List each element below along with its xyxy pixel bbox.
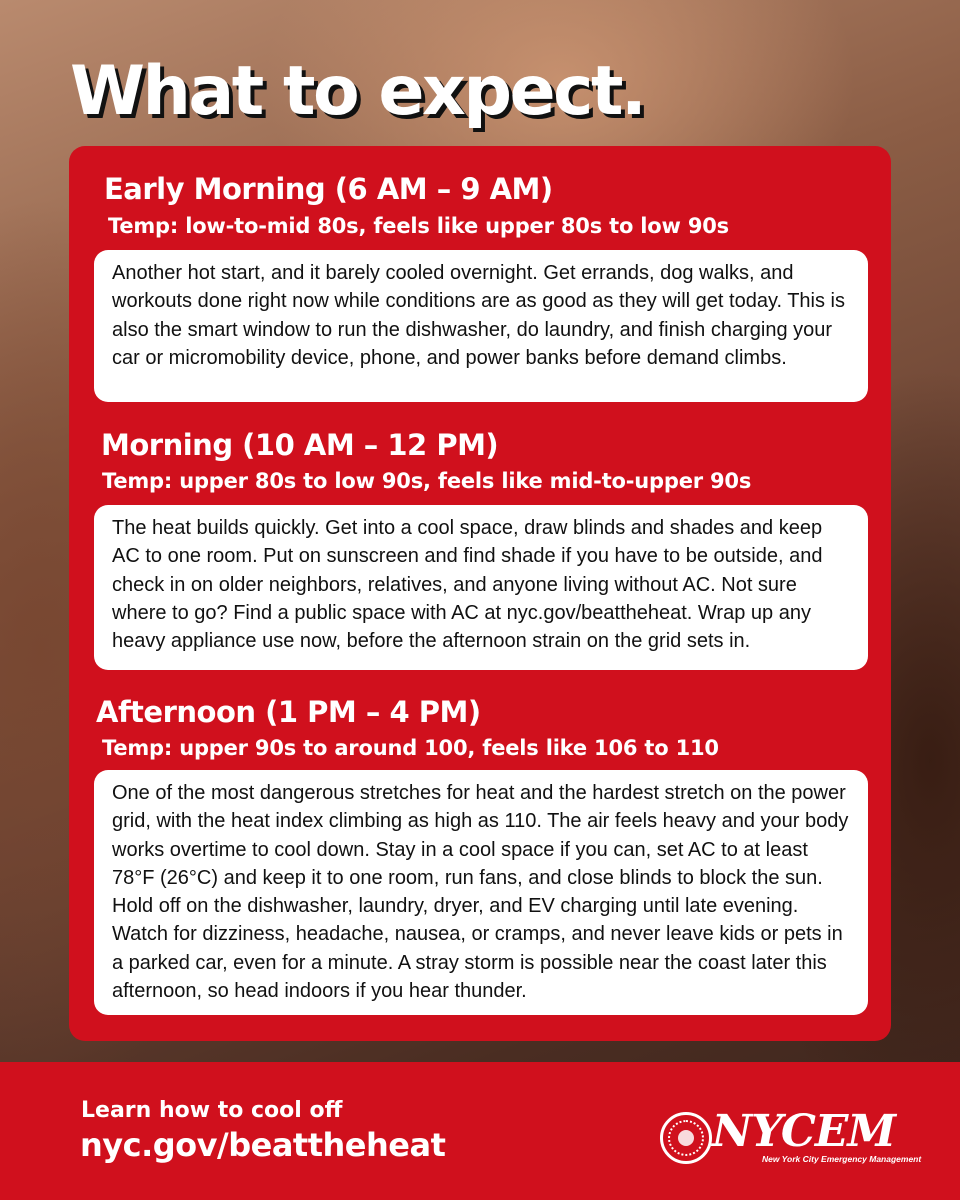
section-title-morning: Morning (10 AM – 12 PM) [101,428,499,462]
page-headline: What to expect. [70,52,645,131]
beat-the-heat-link[interactable]: nyc.gov/beattheheat [80,1126,446,1164]
footer-banner [0,1062,960,1200]
section-temp-early-morning: Temp: low-to-mid 80s, feels like upper 80s to low 90s [108,214,729,238]
logo-wordmark: NYCEM [712,1106,896,1157]
section-text-morning: The heat builds quickly. Get into a cool space, draw blinds and shades and keep AC to one room. Put on sunscreen and find shade if you have to be outside, and check in on older neighbors, relatives, and anyone living without AC. Not sure where to go? Find a public space with AC at nyc.gov/beattheheat. Wrap up any heavy appliance use now, before the afternoon strain on the grid sets in. [112,517,823,653]
nycem-logo [660,1106,922,1172]
section-body-morning [94,505,868,670]
section-title-afternoon: Afternoon (1 PM – 4 PM) [96,695,481,729]
logo-subtitle: New York City Emergency Management [762,1154,922,1164]
learn-text: Learn how to cool off [81,1098,343,1123]
section-text-early-morning: Another hot start, and it barely cooled overnight. Get errands, dog walks, and workouts done right now while conditions are as good as they will get today. This is also the smart window to run the dishwasher, do laundry, and finish charging your car or micromobility device, phone, and power banks before demand climbs. [112,262,845,369]
section-title-early-morning: Early Morning (6 AM – 9 AM) [104,172,553,206]
section-body-early-morning [94,250,868,402]
section-temp-afternoon: Temp: upper 90s to around 100, feels like 106 to 110 [102,736,719,760]
section-body-afternoon [94,770,868,1015]
section-text-afternoon: One of the most dangerous stretches for heat and the hardest stretch on the power grid, with the heat index climbing as high as 110. The air feels heavy and your body works overtime to cool down. Stay in a cool space if you can, set AC to at least 78°F (26°C) and keep it to one room, run fans, and close blinds to block the sun. Hold off on the dishwasher, laundry, dryer, and EV charging until late evening. Watch for dizziness, headache, nausea, or cramps, and never leave kids or pets in a parked car, even for a minute. A stray storm is possible near the coast later this afternoon, so head indoors if you hear thunder. [112,782,849,1003]
section-temp-morning: Temp: upper 80s to low 90s, feels like mid-to-upper 90s [102,469,752,493]
city-seal-icon [660,1112,712,1164]
schedule-card [69,146,891,1041]
